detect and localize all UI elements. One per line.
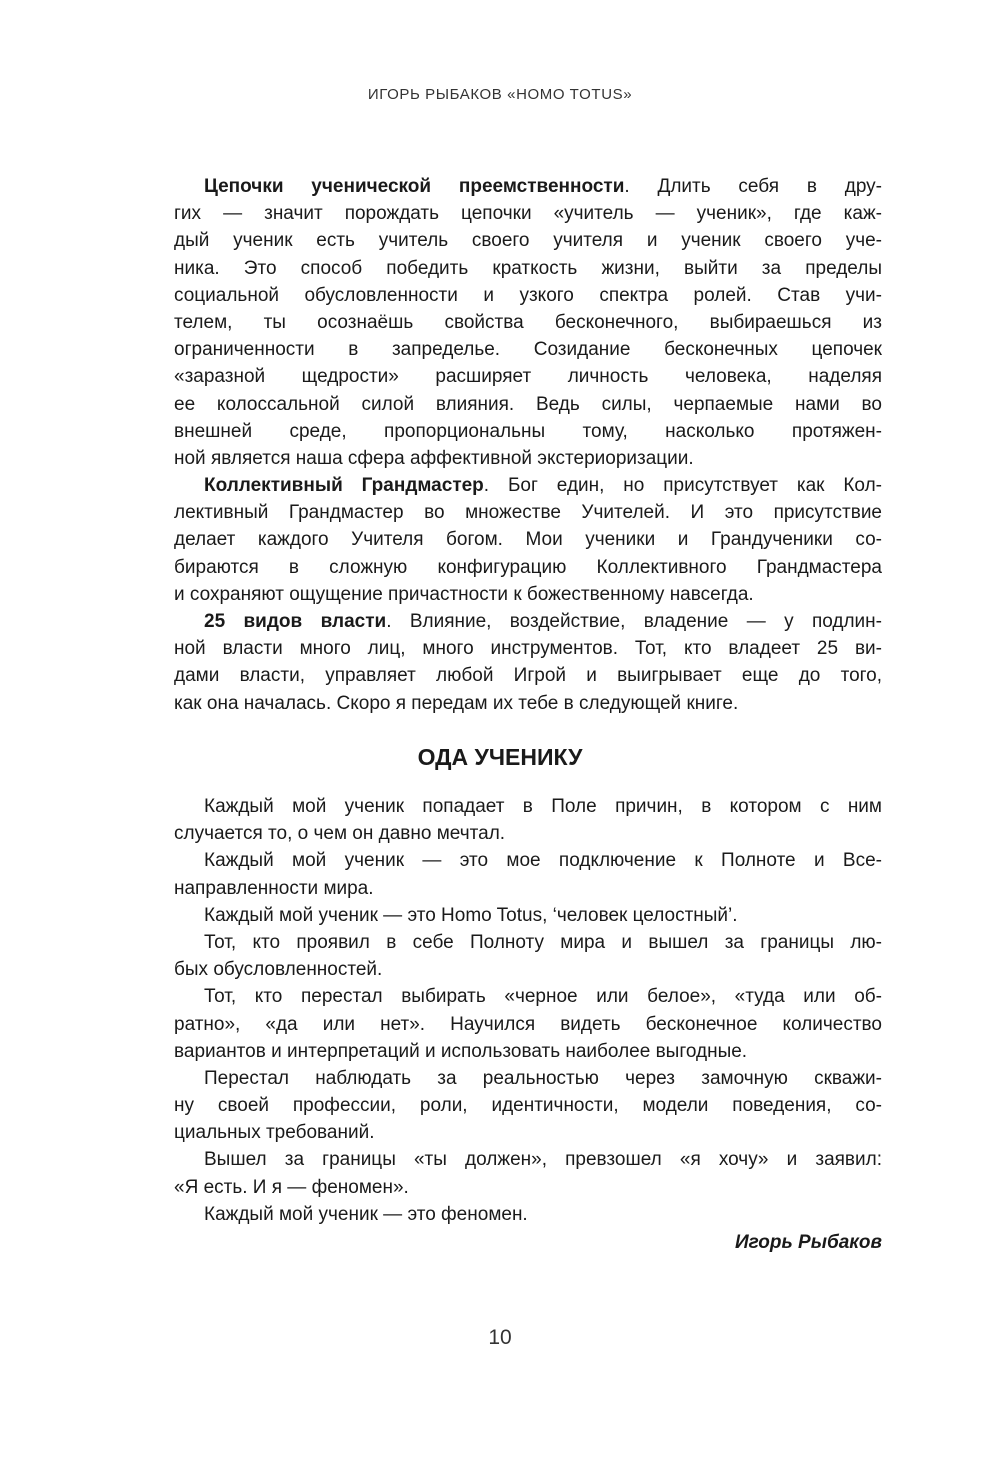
- author-signature: Игорь Рыбаков: [734, 1232, 882, 1253]
- run-in-heading: 25 видов власти: [204, 611, 387, 632]
- line-text: внешней среде, пропорциональны тому, насколько протяжен-: [174, 420, 882, 442]
- text-line: [174, 1146, 882, 1173]
- text-line: [174, 793, 882, 820]
- body-text-section-1: [174, 173, 882, 717]
- run-in-heading: Коллективный Грандмастер: [204, 475, 484, 497]
- line-text: циальных требований.: [174, 1122, 375, 1144]
- line-text: Перестал наблюдать за реальностью через замочную скважи-: [204, 1067, 882, 1089]
- line-text: гих — значит порождать цепочки «учитель — ученик», где каж-: [174, 203, 882, 225]
- line-text: ну своей профессии, роли, идентичности, модели поведения, со-: [174, 1095, 882, 1117]
- text-line: [174, 200, 882, 227]
- text-line: [174, 391, 882, 418]
- text-line: [174, 309, 882, 336]
- line-text: Тот, кто перестал выбирать «черное или белое», «туда или об-: [204, 986, 882, 1008]
- line-text: лективный Грандмастер во множестве Учителей. И это присутствие: [174, 502, 882, 524]
- line-text: Тот, кто проявил в себе Полноту мира и вышел за границы лю-: [204, 931, 882, 953]
- text-line: [174, 282, 882, 309]
- text-line: [174, 418, 882, 445]
- text-line: [174, 173, 882, 200]
- text-line: [174, 1038, 882, 1065]
- line-text: «заразной щедрости» расширяет личность человека, наделяя: [174, 366, 882, 388]
- line-text: ограниченности в запределье. Созидание бесконечных цепочек: [174, 339, 882, 361]
- text-line: [174, 1065, 882, 1092]
- line-text: делает каждого Учителя богом. Мои ученики и Грандученики со-: [174, 529, 882, 551]
- text-line: [174, 956, 882, 983]
- line-text: ной власти много лиц, много инструментов. Тот, кто владеет 25 ви-: [174, 638, 882, 660]
- line-text: бых обусловленностей.: [174, 959, 383, 981]
- line-text: . Длить себя в дру-: [624, 176, 883, 197]
- line-text: Каждый мой ученик попадает в Поле причин, в котором с ним: [204, 796, 882, 817]
- text-line: [174, 1092, 882, 1119]
- line-text: «Я есть. И я — феномен».: [174, 1176, 409, 1198]
- text-line: [174, 902, 882, 929]
- line-text: как она началась. Скоро я передам их тебе в следующей книге.: [174, 692, 739, 714]
- page-number: 10: [488, 1326, 512, 1349]
- text-line: [174, 499, 882, 526]
- text-line: [174, 847, 882, 874]
- text-line: [174, 820, 882, 847]
- line-text: случается то, о чем он давно мечтал.: [174, 823, 506, 845]
- text-line: [174, 255, 882, 282]
- line-text: Каждый мой ученик — это Homo Totus, ‘человек целостный’.: [204, 904, 738, 926]
- line-text: направленности мира.: [174, 877, 374, 899]
- line-text: . Бог един, но присутствует как Кол-: [483, 475, 882, 497]
- line-text: Вышел за границы «ты должен», превзошел «я хочу» и заявил:: [204, 1149, 882, 1171]
- text-line: [174, 635, 882, 662]
- text-line: [174, 445, 882, 472]
- line-text: вариантов и интерпретаций и использовать наиболее выгодные.: [174, 1040, 748, 1062]
- line-text: Каждый мой ученик — это феномен.: [204, 1203, 528, 1225]
- text-line: [174, 1174, 882, 1201]
- text-line: [174, 1011, 882, 1038]
- text-line: [174, 662, 882, 689]
- text-line: [174, 336, 882, 363]
- running-head: ИГОРЬ РЫБАКОВ «HOMO TOTUS»: [367, 86, 633, 103]
- text-line: [174, 983, 882, 1010]
- line-text: социальной обусловленности и узкого спектра ролей. Став учи-: [174, 284, 882, 306]
- run-in-heading: Цепочки ученической преемственности: [204, 176, 625, 197]
- text-line: [174, 608, 882, 635]
- section-heading: ОДА УЧЕНИКУ: [417, 744, 583, 770]
- text-line: [174, 227, 882, 254]
- line-text: ратно», «да или нет». Научился видеть бесконечное количество: [174, 1013, 882, 1035]
- text-line: [174, 929, 882, 956]
- line-text: Каждый мой ученик — это мое подключение к Полноте и Все-: [204, 850, 882, 872]
- text-line: [174, 690, 882, 717]
- line-text: ника. Это способ победить краткость жизни, выйти за пределы: [174, 257, 882, 279]
- line-text: . Влияние, воздействие, владение — у подлин-: [386, 611, 882, 632]
- text-line: [174, 1119, 882, 1146]
- line-text: дый ученик есть учитель своего учителя и ученик своего уче-: [174, 230, 882, 252]
- text-line: [174, 581, 882, 608]
- line-text: ной является наша сфера аффективной экстериоризации.: [174, 447, 694, 469]
- line-text: и сохраняют ощущение причастности к божественному навсегда.: [174, 583, 754, 605]
- line-text: телем, ты осознаёшь свойства бесконечного, выбираешься из: [174, 311, 882, 333]
- line-text: дами власти, управляет любой Игрой и выигрывает еще до того,: [174, 665, 882, 687]
- line-text: бираются в сложную конфигурацию Коллективного Грандмастера: [174, 556, 882, 578]
- body-text-ode: [174, 793, 882, 1228]
- text-line: [174, 472, 882, 499]
- text-line: [174, 1201, 882, 1228]
- text-line: [174, 554, 882, 581]
- text-line: [174, 363, 882, 390]
- text-line: [174, 875, 882, 902]
- text-line: [174, 526, 882, 553]
- line-text: ее колоссальной силой влияния. Ведь силы, черпаемые нами во: [174, 393, 882, 415]
